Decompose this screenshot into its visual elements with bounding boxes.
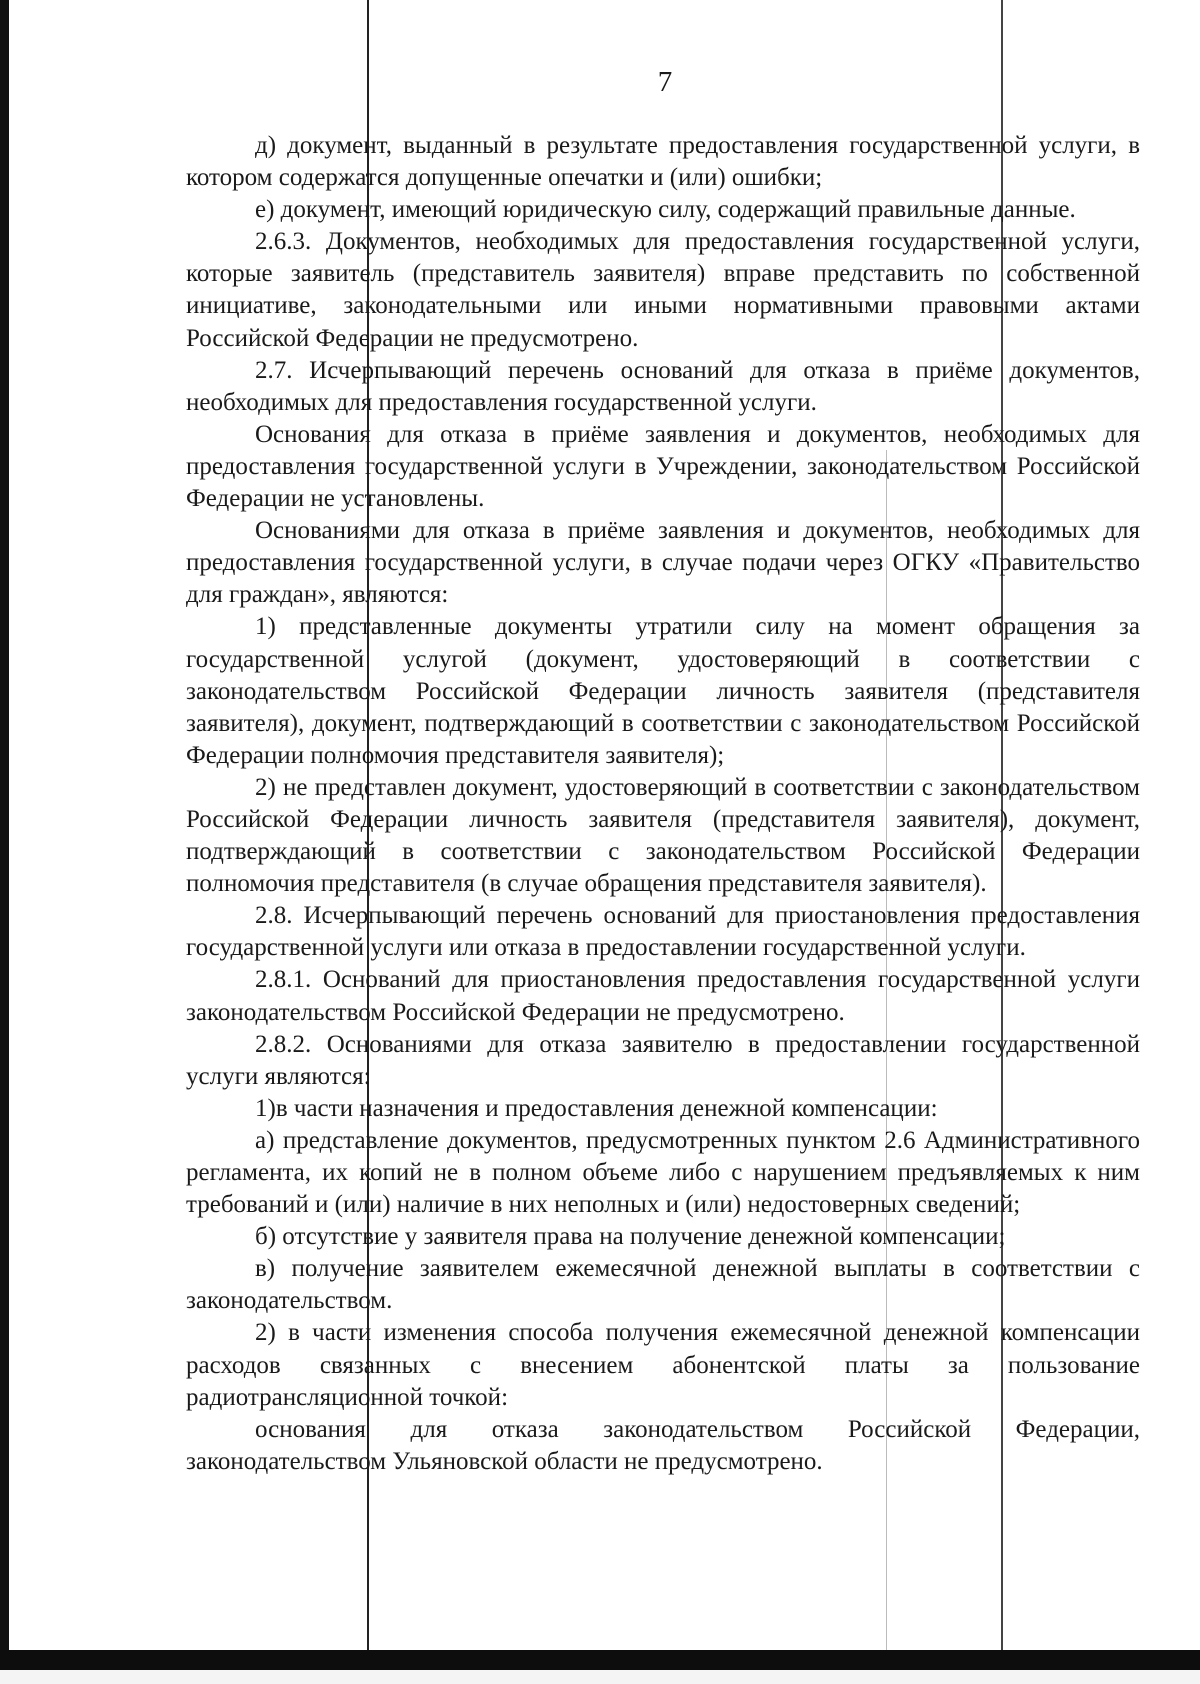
scan-bottom-margin — [0, 1670, 1200, 1684]
paragraph: основания для отказа законодательством Российской Федерации, законодательством Ульяновской области не предусмотрено. — [186, 1415, 1140, 1475]
page-number: 7 — [657, 66, 673, 98]
paragraph: Основания для отказа в приёме заявления и документов, необходимых для предоставления государственной услуги в Учреждении, законодательством Российской Федерации не установлены. — [186, 420, 1140, 513]
paragraph: Основаниями для отказа в приёме заявления и документов, необходимых для предоставления государственной услуги, в случае подачи через ОГКУ «Правительство для граждан», являются: — [186, 517, 1140, 609]
scan-bottom-edge — [0, 1650, 1200, 1670]
paragraph: д) документ, выданный в результате предоставления государственной услуги, в котором содержатся допущенные опечатки и (или) ошибки; — [186, 132, 1140, 192]
paragraph: 2.8.2. Основаниями для отказа заявителю в предоставлении государственной услуги являются: — [186, 1030, 1140, 1090]
paragraph: 2.7. Исчерпывающий перечень оснований для отказа в приёме документов, необходимых для предоставления государственной услуги. — [186, 356, 1140, 416]
paragraph: 1)в части назначения и предоставления денежной компенсации: — [255, 1094, 938, 1122]
document-body — [186, 130, 1140, 1478]
paragraph: 2.6.3. Документов, необходимых для предоставления государственной услуги, которые заявитель (представитель заявителя) вправе представить по собственной инициативе, законодательными или иными нормативными правовыми актами Российской Федерации не предусмотрено. — [186, 228, 1140, 352]
paragraph: 2.8. Исчерпывающий перечень оснований для приостановления предоставления государственной услуги или отказа в предоставлении государственной услуги. — [186, 902, 1140, 962]
paragraph: а) представление документов, предусмотренных пунктом 2.6 Административного регламента, их копий не в полном объеме либо с нарушением предъявляемых к ним требований и (или) наличие в них неполных и (или) недостоверных сведений; — [186, 1126, 1140, 1219]
paragraph: б) отсутствие у заявителя права на получение денежной компенсации; — [255, 1223, 1006, 1251]
paragraph: 2) в части изменения способа получения ежемесячной денежной компенсации расходов связанных с внесением абонентской платы за пользование радиотрансляционной точкой: — [186, 1319, 1140, 1411]
scan-left-edge — [0, 0, 9, 1684]
paragraph: 2.8.1. Оснований для приостановления предоставления государственной услуги законодательством Российской Федерации не предусмотрено. — [186, 966, 1140, 1026]
paragraph: е) документ, имеющий юридическую силу, содержащий правильные данные. — [255, 196, 1076, 224]
paragraph: в) получение заявителем ежемесячной денежной выплаты в соответствии с законодательством. — [186, 1255, 1140, 1315]
paragraph: 1) представленные документы утратили силу на момент обращения за государственной услугой (документ, удостоверяющий в соответствии с законодательством Российской Федерации личность заявителя (представителя заявителя), документ, подтверждающий в соответствии с законодательством Российской Федерации полномочия представителя заявителя); — [186, 613, 1140, 769]
paragraph: 2) не представлен документ, удостоверяющий в соответствии с законодательством Российской Федерации личность заявителя (представителя заявителя), документ, подтверждающий в соответствии с законодательством Российской Федерации полномочия представителя (в случае обращения представителя заявителя). — [186, 773, 1140, 898]
